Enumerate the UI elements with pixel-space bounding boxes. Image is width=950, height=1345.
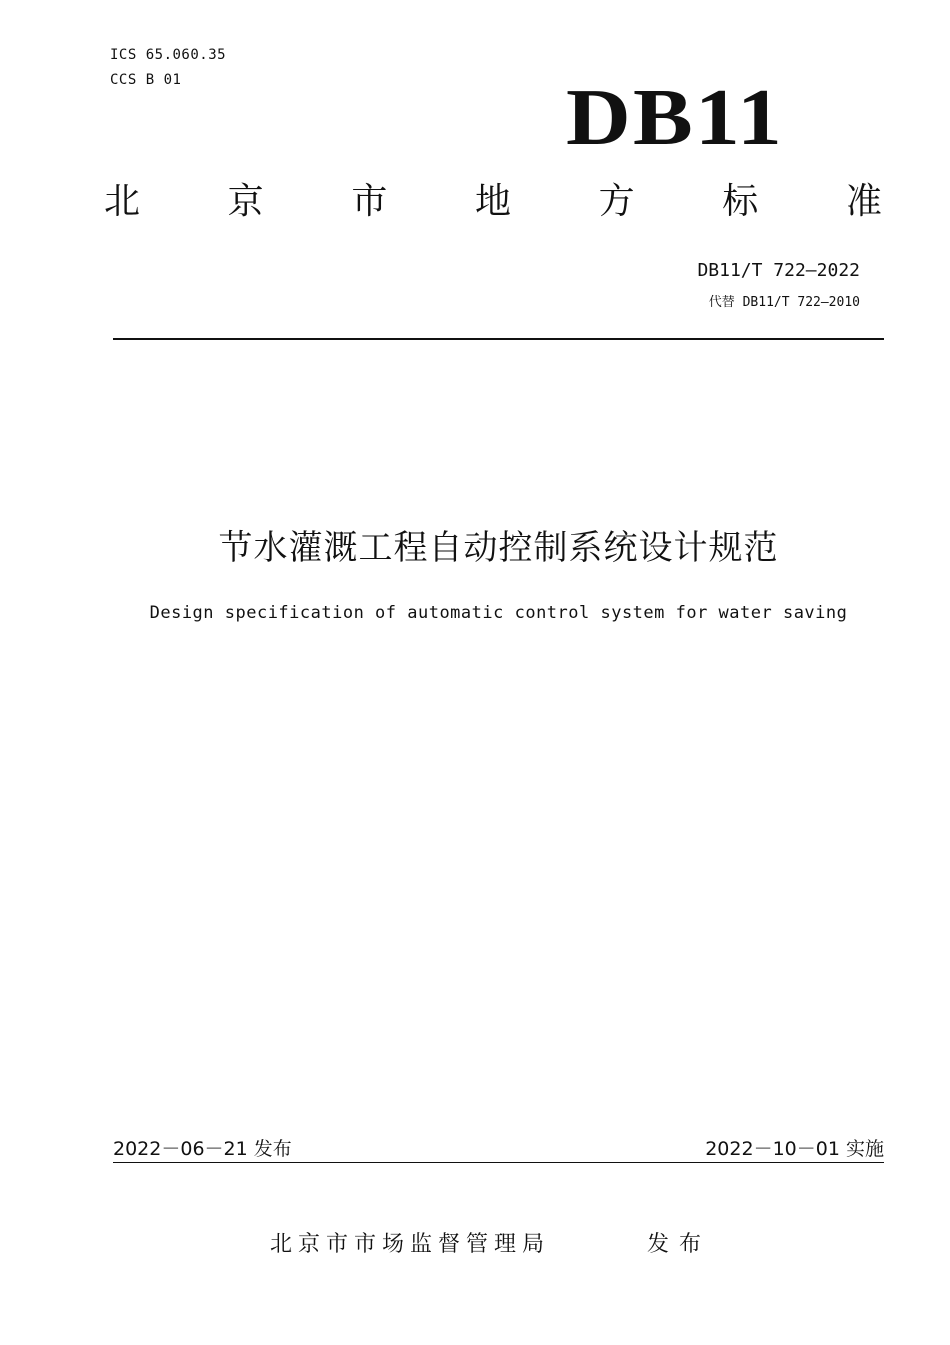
standard-number: DB11/T 722—2022	[697, 260, 860, 281]
standard-type-heading	[104, 181, 882, 222]
ics-code: ICS 65.060.35	[110, 47, 227, 63]
standard-type-char: 市	[351, 181, 388, 222]
title-chinese: 节水灌溉工程自动控制系统设计规范	[218, 528, 779, 568]
implementation-date-line	[705, 1134, 884, 1161]
replaces-label: 代替	[708, 295, 735, 310]
standard-type-char: 标	[722, 181, 759, 222]
implementation-date: 2022－10－01	[705, 1138, 840, 1160]
issue-date: 2022－06－21	[113, 1138, 248, 1160]
standard-type-char: 京	[227, 181, 264, 222]
standard-type-char: 北	[104, 181, 141, 222]
standard-type-char: 方	[598, 181, 635, 222]
replaces-line	[709, 291, 860, 310]
implementation-label: 实施	[845, 1138, 884, 1160]
ccs-code: CCS B 01	[110, 72, 182, 88]
standard-type-char: 地	[474, 181, 511, 222]
db11-logo: DB11	[566, 74, 785, 162]
title-english: Design specification of automatic control system for water saving	[149, 603, 848, 623]
issuing-authority: 北京市市场监督管理局	[270, 1232, 551, 1257]
issue-date-line	[113, 1134, 292, 1161]
footer-divider	[113, 1162, 884, 1163]
issuing-action: 发布	[647, 1232, 712, 1257]
replaces-number: DB11/T 722—2010	[742, 295, 860, 310]
standard-type-char: 准	[845, 181, 882, 222]
header-divider	[113, 338, 884, 340]
issue-label: 发布	[253, 1138, 292, 1160]
